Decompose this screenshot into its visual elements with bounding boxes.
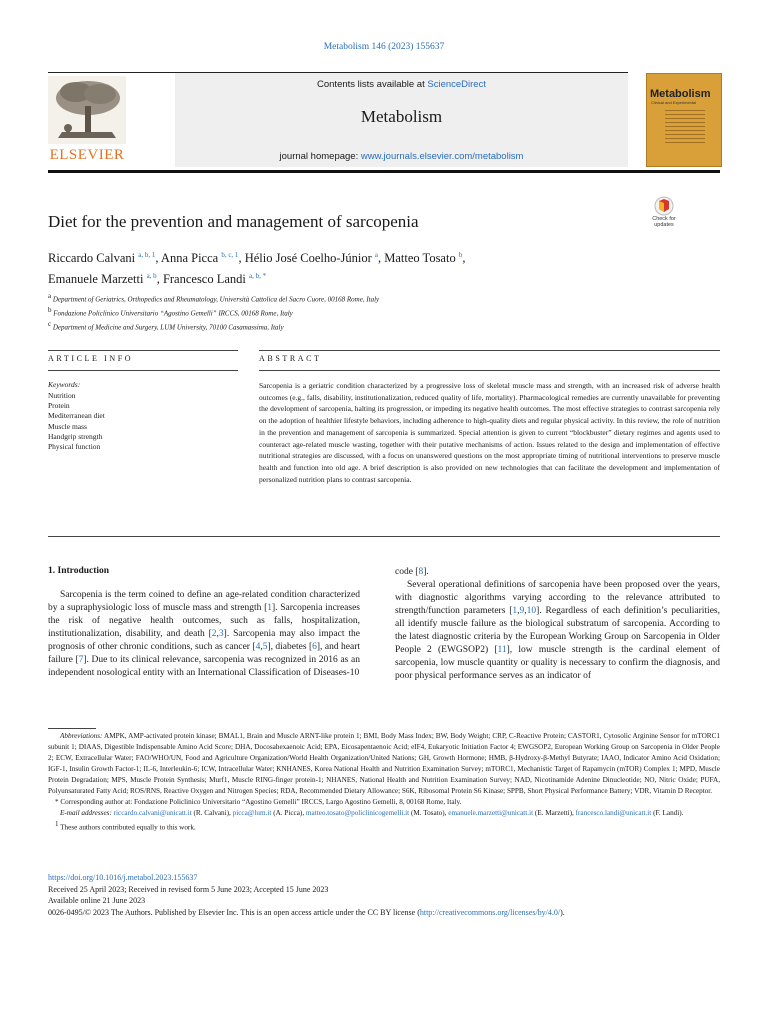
equal-contribution-sup: 1 [55,820,59,828]
citation-link[interactable]: 9 [519,606,525,616]
email-owner: (A. Picca), [271,809,306,817]
email-link[interactable]: emanuele.marzetti@unicatt.it [448,809,534,817]
keyword: Muscle mass [48,421,87,431]
check-updates-icon [646,196,682,216]
author-list: Riccardo Calvani $^{a, b, 1}$, Anna Picca $^{b, c, 1}$, Hélio José Coelho-Júnior $^a$, Matteo Tosato $^b$, Emanuele Marzetti $^{a, b}$, Francesco Landi $^{a, b, *}$ [48,251,466,287]
sciencedirect-link[interactable]: ScienceDirect [427,79,486,90]
check-updates-line1: Check for [652,216,676,222]
paragraph-text: Sarcopenia is the term coined to define an age-related condition characterized by a supraphysiologic loss of muscle mass and strength [ [48,590,360,613]
footnotes [48,731,720,833]
abbreviations-label: Abbreviations: [60,732,103,740]
check-for-updates-badge[interactable] [646,196,682,230]
abstract-mid-rule [259,370,720,371]
author[interactable]: Matteo Tosato [384,251,456,266]
abbreviations [48,731,720,797]
cover-decoration [665,110,705,146]
paragraph-text: ]. Due to its clinical relevance, sarcopenia was recognized in 2016 as an independent nosological entity with an International Classification of Diseases-10 [48,655,360,678]
journal-homepage-link[interactable]: www.journals.elsevier.com/metabolism [360,151,524,162]
abstract-bottom-rule [48,536,720,537]
homepage-prefix: journal homepage: [279,151,361,162]
paragraph-text: code [ [395,567,419,577]
journal-cover[interactable] [646,73,722,167]
author-sup[interactable]: b, c, 1 [221,251,239,259]
affiliation-sup: b [48,305,52,314]
abstract-top-rule [259,350,720,351]
email-list [114,809,684,817]
cover-title: Metabolism [650,88,711,100]
paragraph-text: ], low muscle strength is the cardinal element of sarcopenia, low muscle quantity or quality is necessary to confirm the diagnosis, and poor physical performance serves as an indicator of [395,645,720,681]
paragraph-text: ], and heart failure [ [48,642,360,665]
email-link[interactable]: picca@lum.it [232,809,272,817]
article-info-mid-rule [48,370,238,371]
article-info-heading: ARTICLE INFO [48,354,134,363]
affiliation [48,291,379,305]
author[interactable]: Hélio José Coelho-Júnior [244,251,372,266]
publication-info [48,872,720,918]
journal-title: Metabolism [360,107,443,126]
author[interactable]: Emanuele Marzetti [48,272,144,287]
abbreviations-text: AMPK, AMP-activated protein kinase; BMAL1, Brain and Muscle ARNT-like protein 1; BMI, Body Mass Index; BW, Body Weight; CRP, C-Reactive Protein; CASTOR1, Cytosolic Arginine Sensor for mTORC1 subunit 1; DIAAS, Digestible Indispensable Amino Acid Score; DHA, Docosahexaenoic Acid; EPA, Eicosapentaenoic Acid; eIF4, Eukaryotic Initiation Factor 4; EWGSOP2, European Working Group on Sarcopenia in Older People 2; ECW, Extracellular Water; FAO/WHO/UN, Food and Agriculture Organization/World Health Organization/United Nations; GH, Growth Hormone; HMB, β-Hydroxy-β-Methyl Butyrate; IAAO, Indicator Amino Acid Oxidation; IGF-1, Insulin Growth Factor-1; IL-6, Interleukin-6; ICW, Intracellular Water; KNHANES, Korea National Health and Nutrition Examination Survey; mTORC1, Mechanistic Target of Rapamycin (mTOR) Complex 1; MPD, Muscle Protein Degradation; MPS, Muscle Protein Synthesis; Murf1, Muscle RING-finger protein-1; NHANES, National Health and Nutrition Examination Survey; NAD, Nicotinamide Adenine Dinucleotide; NO, Nitric Oxide; PUFA, Polyunsaturated Fatty Acid; ROS/RNS, Reactive Oxygen and Nitrogen Species; RDA, Recommended Dietary Allowance; S6K, Ribosomal Protein S6 Kinase; SPPB, Short Physical Performance Battery; VDR, Vitamin D Receptor. [48,732,720,795]
citation-link[interactable]: 4 [255,642,261,652]
email-link[interactable]: francesco.landi@unicatt.it [575,809,652,817]
abstract-text: Sarcopenia is a geriatric condition characterized by a progressive loss of skeletal muscle mass and strength, with an increased risk of adverse health outcomes (e.g., falls, disability, institutionalization, reduced quality of life, mortality). Pharmacological remedies are currently unavailable for preventing the development of sarcopenia, halting its progression, or impeding its negative health outcomes. The most effective strategies to contrast sarcopenia rely on the adoption of healthier lifestyle behaviors, including adherence to high-quality diets and regular physical activity. In this review, the role of nutrition in the prevention and management of sarcopenia is summarized. Special attention is given to current “blockbuster” dietary regimes and agents used to counteract age-related muscle wasting, together with their putative mechanisms of action. Issues related to the design and implementation of effective nutritional strategies are discussed, with a focus on unanswered questions on the most appropriate timing of nutritional interventions to preserve muscle health and function into old age. A brief description is also provided on new technologies that can facilitate the development and implementation of personalized nutrition plans to contrast sarcopenia. [259,381,720,484]
paragraph-text: ]. Regardless of each definition’s peculiarities, all identify muscle failure as the biological substratum of sarcopenia. According to the latest diagnostic criteria by the European Working Group on Sarcopenia in Older People 2 (EWGSOP2) [ [395,606,720,655]
received-dates: Received 25 April 2023; Received in revised form 5 June 2023; Accepted 15 June 2023 [48,884,329,894]
paragraph-text: ]. [423,567,429,577]
keywords-list [48,391,105,452]
corresponding-author: * Corresponding author at: Fondazione Policlinico Universitario “Agostino Gemelli” IRCCS, Largo Agostino Gemelli, 8, 00168 Rome, Italy. [55,798,462,806]
keyword: Physical function [48,442,101,452]
cover-subtitle: Clinical and Experimental [651,100,697,105]
email-link[interactable]: matteo.tosato@policlinicogemelli.it [305,809,410,817]
author-sup[interactable]: a, b, 1 [138,251,156,259]
email-link[interactable]: riccardo.calvani@unicatt.it [113,809,192,817]
author[interactable]: Francesco Landi [162,272,246,287]
tree-icon [48,76,126,144]
email-owner: (E. Marzetti), [533,809,576,817]
intro-paragraph-1 [48,589,360,680]
email-addresses [48,808,720,819]
affiliation-sup: c [48,319,52,328]
citation-link[interactable]: 1 [267,603,272,613]
doi-link[interactable]: https://doi.org/10.1016/j.metabol.2023.155637 [48,873,198,882]
paragraph-text: , [517,606,520,616]
article-title: Diet for the prevention and management of sarcopenia [48,212,419,231]
article-info-top-rule [48,350,238,351]
citation-link[interactable]: 11 [497,645,507,655]
available-online: Available online 21 June 2023 [48,896,146,905]
paragraph-text: , [260,642,263,652]
affiliation-sup: a [48,292,52,300]
email-label: E-mail addresses: [60,809,112,817]
author[interactable]: Anna Picca [160,251,219,266]
email-owner: (M. Tosato), [409,809,449,817]
paragraph-text: ], diabetes [ [267,642,313,652]
keyword: Mediterranean diet [48,411,105,421]
masthead-bottom-rule [48,170,720,173]
abstract-heading: ABSTRACT [259,354,322,363]
affiliations [48,291,379,332]
check-updates-line2: updates [654,222,674,228]
introduction-heading: 1. Introduction [48,566,110,576]
citation-link[interactable]: 8 [418,567,424,577]
author-sup[interactable]: a, b [146,272,157,281]
citation-link[interactable]: 5 [262,642,268,652]
equal-contribution-note [48,819,720,833]
intro-paragraph-2 [395,579,720,683]
affiliation-text: Fondazione Policlinico Universitario “Agostino Gemelli” IRCCS, 00168 Rome, Italy [53,309,293,318]
equal-contribution-text: These authors contributed equally to this work. [60,823,196,832]
keyword: Handgrip strength [48,431,103,441]
license-link[interactable]: http://creativecommons.org/licenses/by/4.0/ [419,907,561,917]
affiliation-text: Department of Geriatrics, Orthopedics and Rheumatology, Università Cattolica del Sacro Cuore, 00168 Rome, Italy [52,295,380,304]
citation-link[interactable]: 10 [526,606,537,616]
footnote-rule [48,728,96,729]
paragraph-text: Several operational definitions of sarcopenia have been proposed over the years, with diagnostic algorithms varying according to the relevance attributed to strength/function parameters [ [395,580,720,616]
keyword: Protein [48,401,70,411]
keyword: Nutrition [48,391,76,400]
paragraph-text: ]. Sarcopenia may also impact the prognosis of other chronic conditions, such as cancer [ [48,629,361,652]
keywords-label: Keywords: [48,380,81,389]
affiliation-text: Department of Medicine and Surgery, LUM University, 70100 Casamassima, Italy [52,322,284,331]
author-sup[interactable]: a, b, * [249,272,267,281]
paragraph-text: , [216,629,219,639]
journal-reference[interactable]: Metabolism 146 (2023) 155637 [323,42,445,52]
homepage-line [175,151,628,162]
author[interactable]: Riccardo Calvani [48,251,136,266]
affiliation [48,305,379,319]
body-column-left [48,589,360,680]
email-owner: (F. Landi). [651,809,684,817]
citation-link[interactable]: 3 [218,629,224,639]
author-sup[interactable]: b [458,251,463,259]
contents-line [175,79,628,90]
contents-prefix: Contents lists available at [317,79,428,90]
affiliation [48,319,379,333]
license-prefix: 0026-0495/© 2023 The Authors. Published by Elsevier Inc. This is an open access article under the CC BY license ( [48,907,420,917]
body-column-right [395,566,720,683]
citation-link[interactable]: 1 [512,606,518,616]
license-line [48,907,720,919]
check-updates-label [646,216,682,228]
paragraph-text: , [524,606,527,616]
author-sup[interactable]: a [374,251,378,259]
elsevier-logo [48,76,126,164]
email-owner: (R. Calvani), [191,809,233,817]
intro-continuation [395,566,720,579]
license-suffix: ). [560,907,565,917]
elsevier-wordmark: ELSEVIER [49,147,125,163]
citation-link[interactable]: 7 [78,655,84,665]
paragraph-text: ]. Sarcopenia increases the risk of negative health outcomes, such as falls, hospitalization, institutionalization, disability, and death [ [48,603,361,639]
citation-link[interactable]: 2 [211,629,217,639]
citation-link[interactable]: 6 [312,642,317,652]
